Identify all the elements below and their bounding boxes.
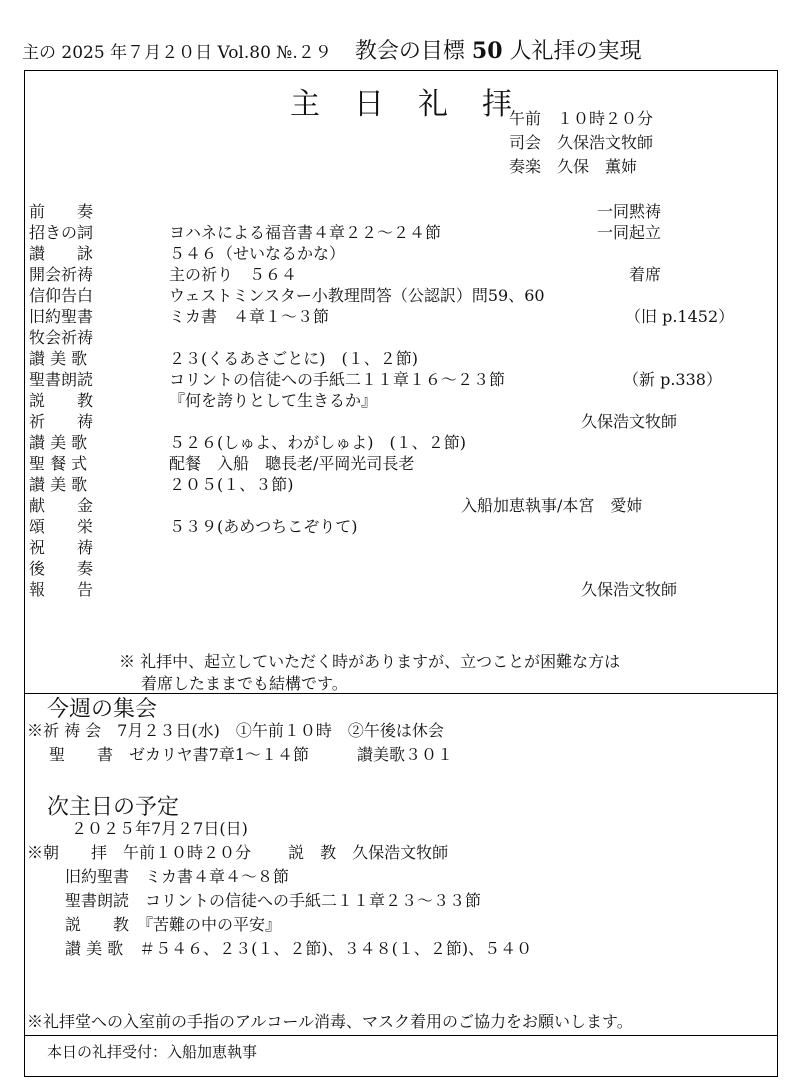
order-content: ウェストミンスター小教理問答（公認訳）問59、60 — [169, 286, 545, 305]
note-line-2: 着席したままでも結構です。 — [141, 674, 348, 693]
next-worship: ※朝 拝 午前１０時２０分 説 教 久保浩文牧師 — [27, 843, 449, 862]
order-assignee: 久保浩文牧師 — [581, 580, 678, 599]
goal-number: 50 — [471, 38, 503, 64]
order-content: ５３９(あめつちこぞりて) — [169, 517, 358, 536]
order-label: 頌 栄 — [29, 517, 94, 536]
order-label: 讃 美 歌 — [29, 475, 88, 494]
order-label: 讃 美 歌 — [29, 433, 88, 452]
order-row — [29, 222, 773, 243]
standing-note — [119, 651, 620, 695]
order-content: 配餐 入船 聰長老/平岡光司長老 — [169, 454, 415, 473]
prayer-meeting-bible: 聖 書 ゼカリヤ書7章1～１４節 讃美歌３０１ — [49, 745, 454, 764]
this-week-title: 今週の集会 — [47, 697, 158, 722]
order-label: 祈 祷 — [29, 412, 94, 431]
prayer-meeting: ※祈 祷 会 7月２３日(水) ①午前１０時 ②午後は休会 — [27, 721, 444, 740]
order-row — [29, 285, 773, 306]
page-title: 主日礼拝 — [290, 87, 546, 122]
order-label: 牧会祈祷 — [29, 328, 94, 347]
order-assignee: 着席 — [629, 265, 662, 284]
next-sunday-title: 次主日の予定 — [47, 795, 180, 820]
order-row — [29, 495, 773, 516]
order-content: ２０５(１、３節) — [169, 475, 294, 494]
order-row — [29, 474, 773, 495]
reception-info: 本日の礼拝受付：入船加恵執事 — [47, 1043, 258, 1061]
order-label: 旧約聖書 — [29, 307, 94, 326]
order-content: 主の祈り ５６４ — [169, 265, 298, 284]
order-row — [29, 537, 773, 558]
order-label: 後 奏 — [29, 559, 94, 578]
goal-suffix: 人礼拝の実現 — [502, 39, 642, 64]
order-content: ５４６（せいなるかな） — [169, 244, 346, 263]
order-label: 前 奏 — [29, 202, 94, 221]
order-label: 招きの詞 — [29, 223, 94, 242]
service-time: 午前 １０時２０分 — [509, 109, 654, 128]
service-meta — [509, 107, 653, 179]
order-content: コリントの信徒への手紙二１１章１６～２３節 — [169, 370, 506, 389]
order-row — [29, 348, 773, 369]
order-of-worship — [29, 201, 773, 600]
order-row — [29, 390, 773, 411]
order-assignee: 久保浩文牧師 — [581, 412, 678, 431]
order-content: ヨハネによる福音書４章２２～２４節 — [169, 223, 442, 242]
order-row — [29, 516, 773, 537]
order-row — [29, 327, 773, 348]
order-assignee: （新 p.338） — [623, 370, 722, 389]
bulletin-frame — [24, 70, 778, 1077]
order-label: 讃 詠 — [29, 244, 94, 263]
order-label: 説 教 — [29, 391, 94, 410]
bulletin-header — [22, 34, 792, 65]
order-label: 聖書朗読 — [29, 370, 94, 389]
order-label: 信仰告白 — [29, 286, 94, 305]
order-content: ５２６(しゅよ、わがしゅよ) (１、２節) — [169, 433, 466, 452]
order-row — [29, 369, 773, 390]
order-label: 讃 美 歌 — [29, 349, 88, 368]
presider: 司会 久保浩文牧師 — [509, 133, 654, 152]
order-row — [29, 579, 773, 600]
order-row — [29, 558, 773, 579]
order-row — [29, 453, 773, 474]
organist: 奏楽 久保 薫姉 — [509, 157, 638, 176]
order-content: 『何を誇りとして生きるか』 — [169, 391, 378, 410]
note-line-1: ※ 礼拝中、起立していただく時がありますが、立つことが困難な方は — [119, 652, 621, 671]
next-sermon: 説 教 『苦難の中の平安』 — [65, 915, 282, 934]
order-label: 開会祈祷 — [29, 265, 94, 284]
next-nt: 聖書朗読 コリントの信徒への手紙二１１章２３～３３節 — [65, 891, 482, 910]
order-assignee: 一同黙祷 — [597, 202, 662, 221]
next-sunday-date: ２０２５年7月２7日(日) — [71, 819, 248, 838]
order-row — [29, 264, 773, 285]
order-row — [29, 432, 773, 453]
order-label: 祝 祷 — [29, 538, 94, 557]
church-goal — [355, 39, 642, 64]
date-line: 主の 2025 年７月２０日 Vol.80 №.２９ — [22, 43, 332, 63]
order-label: 聖 餐 式 — [29, 454, 88, 473]
hygiene-notice: ※礼拝堂への入室前の手指のアルコール消毒、マスク着用のご協力をお願いします。 — [27, 1012, 633, 1031]
order-row — [29, 243, 773, 264]
order-content: ２３(くるあさごとに) (１、２節) — [169, 349, 418, 368]
order-content: ミカ書 ４章１～３節 — [169, 307, 330, 326]
order-label: 献 金 — [29, 496, 94, 515]
order-label: 報 告 — [29, 580, 94, 599]
order-row — [29, 411, 773, 432]
goal-prefix: 教会の目標 — [354, 39, 472, 64]
footer-divider — [25, 1035, 777, 1036]
order-assignee: （旧 p.1452） — [625, 307, 735, 326]
next-ot: 旧約聖書 ミカ書４章４～８節 — [65, 867, 290, 886]
order-row — [29, 306, 773, 327]
order-assignee: 入船加恵執事/本宮 愛姉 — [461, 496, 643, 515]
next-hymns: 讃 美 歌 ＃５４６、２３(１、２節)、３４８(１、２節)、５４０ — [65, 939, 533, 958]
order-assignee: 一同起立 — [597, 223, 662, 242]
order-row — [29, 201, 773, 222]
